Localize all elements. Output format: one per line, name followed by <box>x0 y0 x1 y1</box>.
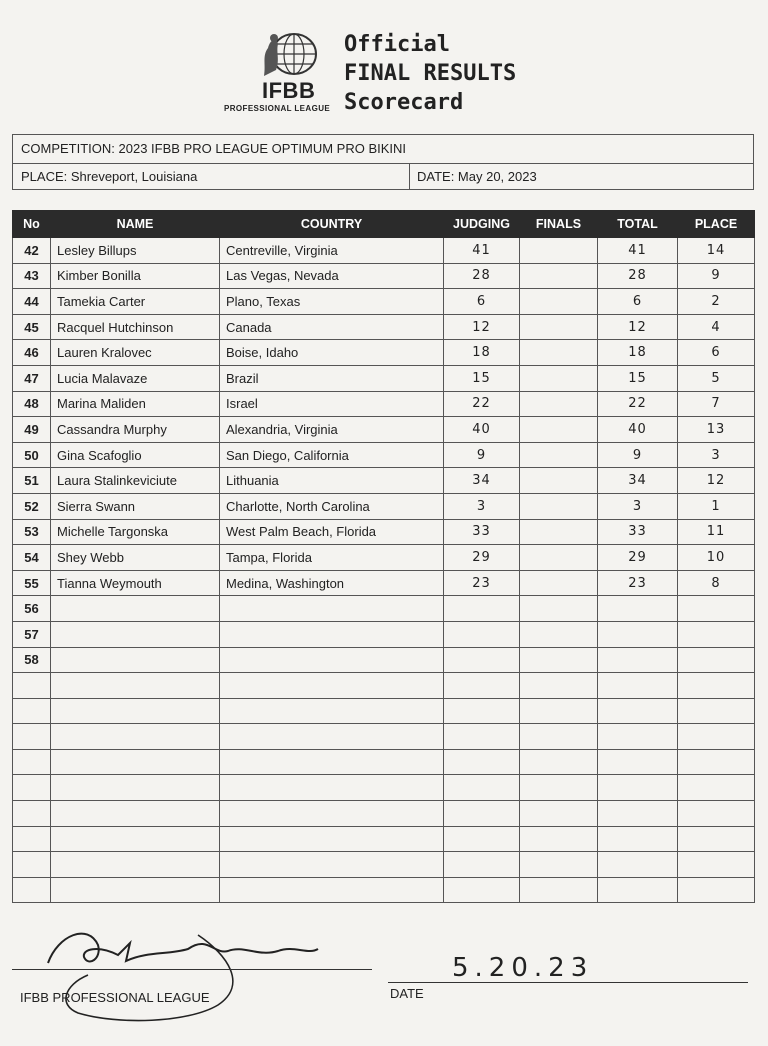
table-row <box>13 417 755 443</box>
finals-score <box>520 238 598 264</box>
judging-score: 33 <box>444 519 520 545</box>
final-place: 10 <box>678 545 755 571</box>
finals-score <box>520 647 598 673</box>
judging-score: 18 <box>444 340 520 366</box>
row-number: 46 <box>13 340 51 366</box>
athlete-name <box>51 775 220 801</box>
judging-score <box>444 749 520 775</box>
table-row <box>13 340 755 366</box>
finals-score <box>520 621 598 647</box>
athlete-name: Michelle Targonska <box>51 519 220 545</box>
athlete-name: Tianna Weymouth <box>51 570 220 596</box>
total-score <box>598 621 678 647</box>
globe-icon <box>258 30 318 80</box>
athlete-country <box>220 801 444 827</box>
place-date-row <box>13 163 753 190</box>
athlete-country <box>220 673 444 699</box>
row-number <box>13 673 51 699</box>
athlete-country <box>220 877 444 903</box>
total-score: 28 <box>598 263 678 289</box>
judging-score <box>444 775 520 801</box>
table-row <box>13 314 755 340</box>
athlete-country <box>220 621 444 647</box>
athlete-country: Charlotte, North Carolina <box>220 493 444 519</box>
final-place: 14 <box>678 238 755 264</box>
total-score: 33 <box>598 519 678 545</box>
finals-score <box>520 545 598 571</box>
final-place: 3 <box>678 442 755 468</box>
judging-score: 3 <box>444 493 520 519</box>
row-number: 49 <box>13 417 51 443</box>
total-score: 40 <box>598 417 678 443</box>
finals-score <box>520 673 598 699</box>
athlete-name <box>51 724 220 750</box>
judging-score <box>444 877 520 903</box>
row-number: 52 <box>13 493 51 519</box>
athlete-name <box>51 826 220 852</box>
total-score <box>598 877 678 903</box>
total-score <box>598 724 678 750</box>
final-place <box>678 852 755 878</box>
athlete-country <box>220 775 444 801</box>
logo-subtitle: PROFESSIONAL LEAGUE <box>224 104 331 113</box>
total-score <box>598 775 678 801</box>
athlete-country: Israel <box>220 391 444 417</box>
table-row <box>13 468 755 494</box>
title-line-2: FINAL RESULTS <box>344 61 517 86</box>
row-number <box>13 826 51 852</box>
finals-score <box>520 340 598 366</box>
athlete-name <box>51 877 220 903</box>
finals-score <box>520 801 598 827</box>
athlete-country: San Diego, California <box>220 442 444 468</box>
judging-score: 28 <box>444 263 520 289</box>
athlete-country: Boise, Idaho <box>220 340 444 366</box>
judging-score: 40 <box>444 417 520 443</box>
finals-score <box>520 826 598 852</box>
athlete-country <box>220 647 444 673</box>
row-number: 54 <box>13 545 51 571</box>
table-row <box>13 442 755 468</box>
athlete-name <box>51 852 220 878</box>
table-row <box>13 596 755 622</box>
table-row <box>13 493 755 519</box>
athlete-country <box>220 749 444 775</box>
final-place <box>678 749 755 775</box>
table-row <box>13 289 755 315</box>
final-place: 5 <box>678 365 755 391</box>
athlete-country <box>220 596 444 622</box>
info-divider <box>409 163 410 190</box>
total-score <box>598 801 678 827</box>
athlete-name: Marina Maliden <box>51 391 220 417</box>
finals-score <box>520 698 598 724</box>
judging-score: 9 <box>444 442 520 468</box>
header-place: PLACE <box>678 211 755 238</box>
final-place <box>678 621 755 647</box>
athlete-country: West Palm Beach, Florida <box>220 519 444 545</box>
total-score: 29 <box>598 545 678 571</box>
finals-score <box>520 493 598 519</box>
judging-score: 29 <box>444 545 520 571</box>
final-place: 4 <box>678 314 755 340</box>
final-place: 2 <box>678 289 755 315</box>
judging-score <box>444 673 520 699</box>
total-score <box>598 596 678 622</box>
ifbb-logo <box>222 30 334 116</box>
athlete-name: Racquel Hutchinson <box>51 314 220 340</box>
final-place <box>678 775 755 801</box>
row-number <box>13 877 51 903</box>
final-place: 8 <box>678 570 755 596</box>
signature-line <box>12 969 372 970</box>
total-score <box>598 826 678 852</box>
scorecard-title <box>344 30 516 117</box>
title-line-3: Scorecard <box>344 90 464 115</box>
table-row <box>13 545 755 571</box>
judging-score <box>444 852 520 878</box>
table-row <box>13 263 755 289</box>
header-finals: FINALS <box>520 211 598 238</box>
total-score: 12 <box>598 314 678 340</box>
row-number: 51 <box>13 468 51 494</box>
competition-info-box <box>12 134 754 190</box>
athlete-country: Alexandria, Virginia <box>220 417 444 443</box>
finals-score <box>520 263 598 289</box>
athlete-name <box>51 621 220 647</box>
athlete-name: Tamekia Carter <box>51 289 220 315</box>
table-row <box>13 852 755 878</box>
table-row <box>13 365 755 391</box>
row-number: 47 <box>13 365 51 391</box>
judging-score <box>444 621 520 647</box>
row-number <box>13 775 51 801</box>
final-place <box>678 673 755 699</box>
finals-score <box>520 519 598 545</box>
total-score <box>598 698 678 724</box>
final-place <box>678 826 755 852</box>
row-number: 50 <box>13 442 51 468</box>
judging-score <box>444 698 520 724</box>
judging-score <box>444 826 520 852</box>
judging-score <box>444 724 520 750</box>
finals-score <box>520 775 598 801</box>
header-total: TOTAL <box>598 211 678 238</box>
athlete-name: Shey Webb <box>51 545 220 571</box>
finals-score <box>520 877 598 903</box>
row-number: 44 <box>13 289 51 315</box>
athlete-name <box>51 801 220 827</box>
finals-score <box>520 314 598 340</box>
logo-name: IFBB <box>262 78 316 103</box>
table-row <box>13 724 755 750</box>
competition-name: COMPETITION: 2023 IFBB PRO LEAGUE OPTIMUM PRO BIKINI <box>21 141 407 156</box>
athlete-country <box>220 724 444 750</box>
athlete-country: Las Vegas, Nevada <box>220 263 444 289</box>
judging-score: 34 <box>444 468 520 494</box>
athlete-country: Tampa, Florida <box>220 545 444 571</box>
table-row <box>13 647 755 673</box>
final-place: 1 <box>678 493 755 519</box>
athlete-country: Brazil <box>220 365 444 391</box>
finals-score <box>520 570 598 596</box>
athlete-country: Centreville, Virginia <box>220 238 444 264</box>
judging-score: 23 <box>444 570 520 596</box>
table-header-row <box>13 211 755 238</box>
header-no: No <box>13 211 51 238</box>
athlete-name: Gina Scafoglio <box>51 442 220 468</box>
table-row <box>13 698 755 724</box>
finals-score <box>520 442 598 468</box>
final-place: 6 <box>678 340 755 366</box>
finals-score <box>520 749 598 775</box>
competition-row <box>13 135 753 164</box>
competition-place: PLACE: Shreveport, Louisiana <box>21 169 198 184</box>
row-number: 48 <box>13 391 51 417</box>
athlete-name: Lauren Kralovec <box>51 340 220 366</box>
title-line-1: Official <box>344 32 450 57</box>
row-number: 56 <box>13 596 51 622</box>
athlete-name: Laura Stalinkeviciute <box>51 468 220 494</box>
table-row <box>13 391 755 417</box>
total-score <box>598 673 678 699</box>
signature-label: IFBB PROFESSIONAL LEAGUE <box>20 990 210 1005</box>
finals-score <box>520 468 598 494</box>
header-name: NAME <box>51 211 220 238</box>
handwritten-date: 5.20.23 <box>452 953 594 983</box>
final-place: 9 <box>678 263 755 289</box>
row-number: 42 <box>13 238 51 264</box>
table-row <box>13 673 755 699</box>
row-number: 53 <box>13 519 51 545</box>
total-score: 34 <box>598 468 678 494</box>
finals-score <box>520 365 598 391</box>
row-number <box>13 749 51 775</box>
table-row <box>13 238 755 264</box>
final-place <box>678 647 755 673</box>
athlete-name: Lucia Malavaze <box>51 365 220 391</box>
total-score: 3 <box>598 493 678 519</box>
finals-score <box>520 852 598 878</box>
athlete-country <box>220 698 444 724</box>
row-number <box>13 698 51 724</box>
judging-score: 12 <box>444 314 520 340</box>
date-line <box>388 982 748 983</box>
total-score: 9 <box>598 442 678 468</box>
final-place: 13 <box>678 417 755 443</box>
total-score: 23 <box>598 570 678 596</box>
table-row <box>13 621 755 647</box>
finals-score <box>520 596 598 622</box>
final-place <box>678 724 755 750</box>
final-place <box>678 596 755 622</box>
athlete-name: Kimber Bonilla <box>51 263 220 289</box>
total-score: 15 <box>598 365 678 391</box>
finals-score <box>520 391 598 417</box>
judging-score <box>444 801 520 827</box>
judging-score: 22 <box>444 391 520 417</box>
header-judging: JUDGING <box>444 211 520 238</box>
total-score: 22 <box>598 391 678 417</box>
table-row <box>13 570 755 596</box>
final-place: 11 <box>678 519 755 545</box>
judging-score: 15 <box>444 365 520 391</box>
row-number: 57 <box>13 621 51 647</box>
athlete-name: Sierra Swann <box>51 493 220 519</box>
athlete-country: Lithuania <box>220 468 444 494</box>
row-number: 55 <box>13 570 51 596</box>
finals-score <box>520 289 598 315</box>
final-place <box>678 877 755 903</box>
finals-score <box>520 724 598 750</box>
athlete-country <box>220 826 444 852</box>
athlete-country: Plano, Texas <box>220 289 444 315</box>
total-score: 41 <box>598 238 678 264</box>
table-row <box>13 519 755 545</box>
finals-score <box>520 417 598 443</box>
athlete-country <box>220 852 444 878</box>
table-row <box>13 826 755 852</box>
athlete-country: Medina, Washington <box>220 570 444 596</box>
final-place: 12 <box>678 468 755 494</box>
row-number: 58 <box>13 647 51 673</box>
judging-score <box>444 647 520 673</box>
header-country: COUNTRY <box>220 211 444 238</box>
row-number <box>13 724 51 750</box>
results-table <box>12 210 755 903</box>
row-number <box>13 852 51 878</box>
total-score <box>598 647 678 673</box>
judging-score: 6 <box>444 289 520 315</box>
competition-date: DATE: May 20, 2023 <box>417 169 537 184</box>
total-score <box>598 749 678 775</box>
table-row <box>13 775 755 801</box>
row-number: 43 <box>13 263 51 289</box>
athlete-name <box>51 647 220 673</box>
table-row <box>13 877 755 903</box>
athlete-name <box>51 698 220 724</box>
row-number <box>13 801 51 827</box>
final-place <box>678 801 755 827</box>
athlete-country: Canada <box>220 314 444 340</box>
table-row <box>13 749 755 775</box>
judging-score <box>444 596 520 622</box>
final-place: 7 <box>678 391 755 417</box>
table-row <box>13 801 755 827</box>
total-score: 18 <box>598 340 678 366</box>
total-score <box>598 852 678 878</box>
total-score: 6 <box>598 289 678 315</box>
signature-scribble <box>18 915 338 1025</box>
athlete-name <box>51 749 220 775</box>
final-place <box>678 698 755 724</box>
athlete-name <box>51 596 220 622</box>
athlete-name: Cassandra Murphy <box>51 417 220 443</box>
row-number: 45 <box>13 314 51 340</box>
date-label: DATE <box>390 986 424 1001</box>
athlete-name: Lesley Billups <box>51 238 220 264</box>
athlete-name <box>51 673 220 699</box>
judging-score: 41 <box>444 238 520 264</box>
